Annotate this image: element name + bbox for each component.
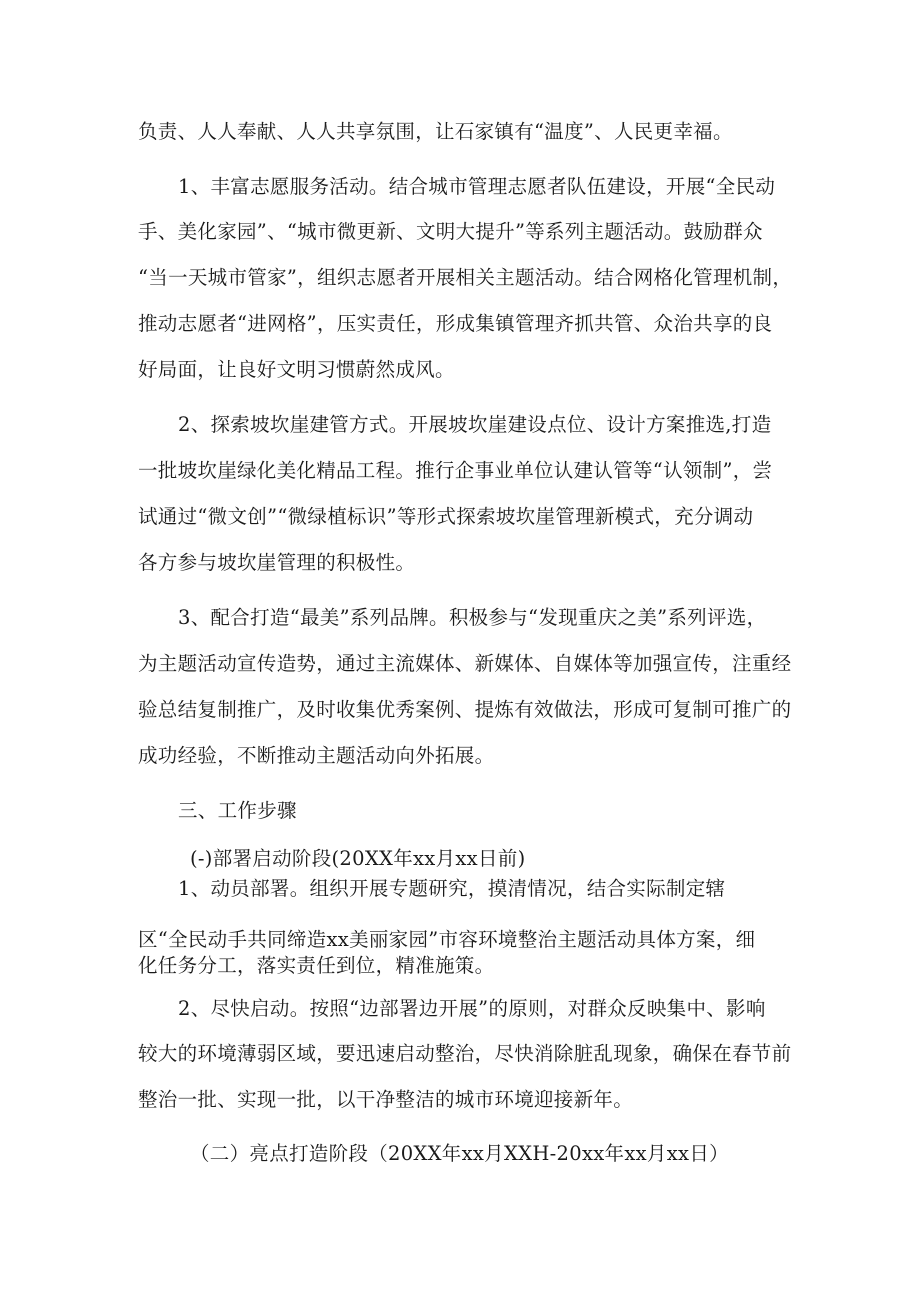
step-1-line: 1、动员部署。组织开展专题研究，摸清情况，结合实际制定辖 bbox=[178, 877, 726, 900]
paragraph-line: 区“全民动手共同缔造xx美丽家园”市容环境整治主题活动具体方案，细 bbox=[138, 928, 756, 951]
paragraph-line: 整治一批、实现一批，以干净整洁的城市环境迎接新年。 bbox=[138, 1088, 634, 1111]
paragraph-line: 各方参与坡坎崖管理的积极性。 bbox=[138, 551, 416, 574]
paragraph-line: 较大的环境薄弱区域，要迅速启动整治，尽快消除脏乱现象，确保在春节前 bbox=[138, 1042, 792, 1065]
paragraph-line: 推动志愿者“进网格”，压实责任，形成集镇管理齐抓共管、众治共享的良 bbox=[138, 312, 773, 335]
stage-heading: （二）亮点打造阶段（20XX年xx月XXH-20xx年xx月xx日） bbox=[190, 1142, 729, 1165]
paragraph-line: 成功经验，不断推动主题活动向外拓展。 bbox=[138, 744, 495, 767]
paragraph-line: “当一天城市管家”，组织志愿者开展相关主题活动。结合网格化管理机制， bbox=[138, 266, 793, 289]
section-heading: 三、工作步骤 bbox=[178, 799, 297, 822]
paragraph-line: 为主题活动宣传造势，通过主流媒体、新媒体、自媒体等加强宣传，注重经 bbox=[138, 652, 792, 675]
item-1-line: 1、丰富志愿服务活动。结合城市管理志愿者队伍建设，开展“全民动 bbox=[178, 175, 776, 198]
paragraph-line: 验总结复制推广，及时收集优秀案例、提炼有效做法，形成可复制可推广的 bbox=[138, 698, 792, 721]
paragraph-line: 负责、人人奉献、人人共享氛围，让石家镇有“温度”、人民更幸福。 bbox=[138, 120, 733, 143]
stage-heading: (-)部署启动阶段(20XX年xx月xx日前) bbox=[190, 847, 526, 870]
item-2-line: 2、探索坡坎崖建管方式。开展坡坎崖建设点位、设计方案推选,打造 bbox=[178, 413, 772, 436]
paragraph-line: 一批坡坎崖绿化美化精品工程。推行企事业单位认建认管等“认领制”，尝 bbox=[138, 459, 773, 482]
paragraph-line: 试通过“微文创”“微绿植标识”等形式探索坡坎崖管理新模式，充分调动 bbox=[138, 505, 754, 528]
paragraph-line: 好局面，让良好文明习惯蔚然成风。 bbox=[138, 358, 455, 381]
paragraph-line: 化任务分工，落实责任到位，精准施策。 bbox=[138, 954, 495, 977]
step-2-line: 2、尽快启动。按照“边部署边开展”的原则，对群众反映集中、影响 bbox=[178, 997, 766, 1020]
item-3-line: 3、配合打造“最美”系列品牌。积极参与“发现重庆之美”系列评选， bbox=[178, 606, 767, 629]
paragraph-line: 手、美化家园”、“城市微更新、文明大提升”等系列主题活动。鼓励群众 bbox=[138, 220, 763, 243]
